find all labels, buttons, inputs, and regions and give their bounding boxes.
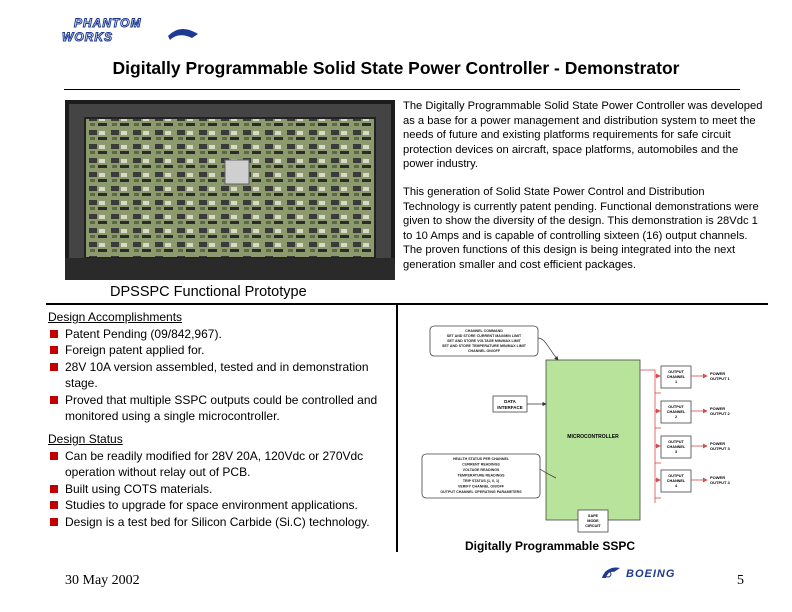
bullet-icon: [50, 501, 58, 509]
svg-text:POWER: POWER: [710, 475, 726, 480]
prototype-photo: [65, 100, 395, 280]
description-paragraph-1: The Digitally Programmable Solid State Power Controller was developed as a base for a power management and distribution system to meet the needs of future and existing platforms requirements for safe circuit protection devices on aircraft, space platforms, automobiles and the power industry.: [403, 100, 763, 171]
output-channel-3: [655, 436, 731, 463]
list-item: Design is a test bed for Silicon Carbide (Si.C) technology.: [48, 514, 393, 530]
svg-text:OUTPUT 2: OUTPUT 2: [710, 411, 730, 416]
svg-text:SET AND STORE CURRENT MAX/MIN: SET AND STORE CURRENT MAX/MIN LIMIT: [446, 334, 522, 338]
description-paragraph-2: This generation of Solid State Power Control and Distribution Technology is currently patent pending. Functional demonstrations were given to show the diversity of the design. This demonstration is 28Vdc 1 to 10 Amps and is capable of controlling sixteen (16) output channels. The proven functions of this design is being integrated into the next generation smaller and cost efficient packages.: [403, 186, 759, 271]
bullet-icon: [50, 330, 58, 338]
svg-text:OUTPUT: OUTPUT: [668, 474, 684, 478]
svg-text:2: 2: [674, 415, 678, 419]
svg-text:OUTPUT: OUTPUT: [668, 370, 684, 374]
title-divider: [64, 89, 740, 90]
svg-text:MODE: MODE: [587, 519, 599, 523]
svg-text:CHANNEL: CHANNEL: [666, 410, 686, 414]
sspc-block-diagram: [420, 318, 780, 558]
svg-text:OUTPUT: OUTPUT: [668, 440, 684, 444]
list-item: Studies to upgrade for space environment applications.: [48, 497, 393, 513]
svg-text:POWER: POWER: [710, 371, 726, 376]
microcontroller-label: MICROCONTROLLER: [567, 434, 619, 440]
svg-text:BOEING: BOEING: [626, 568, 676, 580]
bullet-icon: [50, 485, 58, 493]
svg-text:CHANNEL: CHANNEL: [666, 445, 686, 449]
footer-date: 30 May 2002: [65, 573, 140, 588]
bullet-icon: [50, 518, 58, 526]
svg-text:SET AND STORE TEMPERATURE MIN/: SET AND STORE TEMPERATURE MIN/MAX LIMIT: [442, 344, 526, 348]
diagram-title: Digitally Programmable SSPC: [464, 539, 636, 553]
svg-text:VERIFY CHANNEL ON/OFF: VERIFY CHANNEL ON/OFF: [458, 484, 504, 489]
output-channel-4: [655, 470, 731, 498]
svg-text:OUTPUT 1: OUTPUT 1: [710, 376, 730, 381]
svg-text:OUTPUT 4: OUTPUT 4: [710, 480, 730, 485]
list-item: Foreign patent applied for.: [48, 342, 388, 358]
accomplishments-heading: Design Accomplishments: [48, 310, 183, 324]
svg-text:4: 4: [674, 484, 678, 488]
output-channel-2: [655, 401, 731, 428]
list-item: Built using COTS materials.: [48, 481, 393, 497]
svg-text:CHANNEL: CHANNEL: [666, 479, 686, 483]
vertical-divider: [396, 304, 398, 552]
output-channel-1: [655, 366, 731, 393]
microcontroller-block: [546, 360, 640, 520]
svg-text:TRIP STATUS (1, 0, 1): TRIP STATUS (1, 0, 1): [462, 479, 500, 483]
data-interface-label: DATA: [504, 399, 516, 404]
svg-text:SET AND STORE VOLTAGE MIN/MAX: SET AND STORE VOLTAGE MIN/MAX LIMIT: [447, 339, 521, 343]
svg-text:3: 3: [674, 450, 678, 454]
svg-text:TEMPERATURE READINGS: TEMPERATURE READINGS: [457, 473, 505, 478]
svg-text:1: 1: [674, 380, 678, 384]
bullet-icon: [50, 396, 58, 404]
svg-text:CHANNEL COMMAND: CHANNEL COMMAND: [465, 329, 503, 333]
bullet-icon: [50, 346, 58, 354]
bullet-icon: [50, 363, 58, 371]
safe-mode-label: SAFE: [587, 514, 599, 518]
svg-text:VOLTAGE READINGS: VOLTAGE READINGS: [462, 468, 500, 472]
list-item: Patent Pending (09/842,967).: [48, 326, 388, 342]
svg-text:POWER: POWER: [710, 406, 726, 411]
status-list: [48, 448, 393, 530]
svg-text:PHANTOM: PHANTOM: [74, 16, 142, 30]
page-title: Digitally Programmable Solid State Power Controller - Demonstrator: [112, 58, 680, 78]
data-interface-label-2: INTERFACE: [497, 405, 523, 410]
horizontal-divider: [46, 303, 768, 305]
list-item: Can be readily modified for 28V 20A, 120Vdc or 270Vdc operation without relay out of PCB.: [48, 448, 393, 481]
svg-text:HEALTH STATUS PER CHANNEL: HEALTH STATUS PER CHANNEL: [452, 457, 510, 461]
svg-text:CHANNEL ON/OFF: CHANNEL ON/OFF: [467, 349, 501, 353]
page-number: 5: [737, 573, 744, 588]
phantom-works-logo: [60, 14, 202, 44]
svg-text:OUTPUT: OUTPUT: [668, 405, 684, 409]
boeing-logo: [598, 562, 706, 584]
svg-text:OUTPUT 3: OUTPUT 3: [710, 446, 730, 451]
list-item: 28V 10A version assembled, tested and in demonstration stage.: [48, 359, 388, 392]
svg-text:OUTPUT CHANNEL OPERATING PARAM: OUTPUT CHANNEL OPERATING PARAMETERS: [440, 490, 522, 494]
photo-caption: DPSSPC Functional Prototype: [110, 284, 307, 300]
svg-text:CIRCUIT: CIRCUIT: [585, 524, 601, 528]
list-item: Proved that multiple SSPC outputs could be controlled and monitored using a single microcontroller.: [48, 392, 388, 425]
svg-text:WORKS: WORKS: [62, 30, 113, 44]
accomplishments-list: [48, 326, 388, 424]
status-heading: Design Status: [48, 432, 123, 446]
bullet-icon: [50, 452, 58, 460]
svg-text:CURRENT READINGS: CURRENT READINGS: [462, 462, 500, 467]
svg-text:POWER: POWER: [710, 441, 726, 446]
svg-text:CHANNEL: CHANNEL: [666, 375, 686, 379]
